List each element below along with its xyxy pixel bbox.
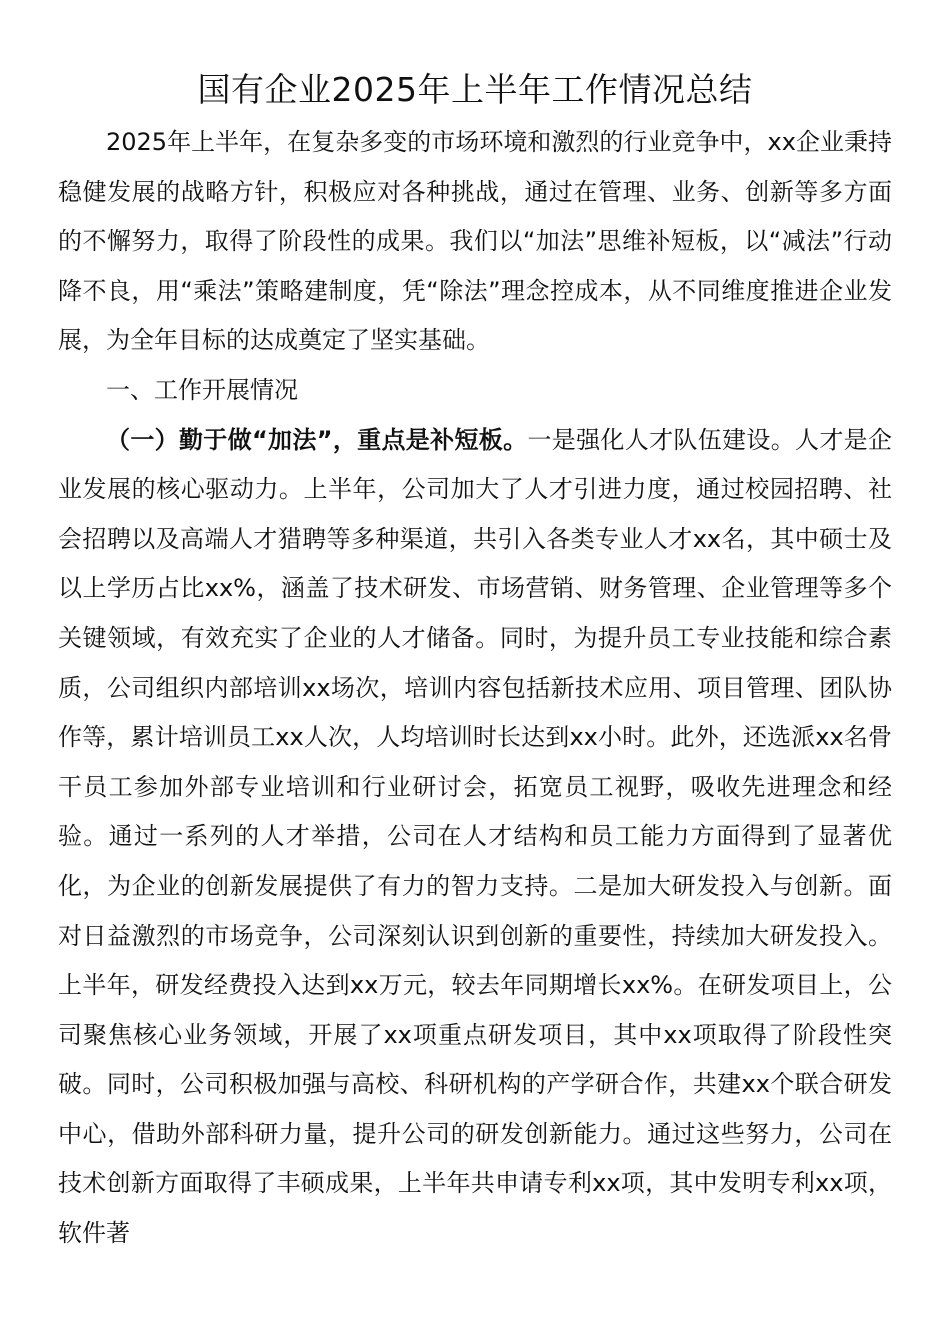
- intro-paragraph: 2025年上半年，在复杂多变的市场环境和激烈的行业竞争中，xx企业秉持稳健发展的战略方针，积极应对各种挑战，通过在管理、业务、创新等多方面的不懈努力，取得了阶段性的成果。我们以“加法”思维补短板，以“减法”行动降不良，用“乘法”策略建制度，凭“除法”理念控成本，从不同维度推进企业发展，为全年目标的达成奠定了坚实基础。: [58, 128, 892, 355]
- subsection-one-paragraph: [58, 416, 892, 1259]
- document-title: 国有企业2025年上半年工作情况总结: [197, 70, 753, 109]
- subsection-one-body: 一是强化人才队伍建设。人才是企业发展的核心驱动力。上半年，公司加大了人才引进力度，通过校园招聘、社会招聘以及高端人才猎聘等多种渠道，共引入各类专业人才xx名，其中硕士及以上学历占比xx%，涵盖了技术研发、市场营销、财务管理、企业管理等多个关键领域，有效充实了企业的人才储备。同时，为提升员工专业技能和综合素质，公司组织内部培训xx场次，培训内容包括新技术应用、项目管理、团队协作等，累计培训员工xx人次，人均培训时长达到xx小时。此外，还选派xx名骨干员工参加外部专业培训和行业研讨会，拓宽员工视野，吸收先进理念和经验。通过一系列的人才举措，公司在人才结构和员工能力方面得到了显著优化，为企业的创新发展提供了有力的智力支持。二是加大研发投入与创新。面对日益激烈的市场竞争，公司深刻认识到创新的重要性，持续加大研发投入。上半年，研发经费投入达到xx万元，较去年同期增长xx%。在研发项目上，公司聚焦核心业务领域，开展了xx项重点研发项目，其中xx项取得了阶段性突破。同时，公司积极加强与高校、科研机构的产学研合作，共建xx个联合研发中心，借助外部科研力量，提升公司的研发创新能力。通过这些努力，公司在技术创新方面取得了丰硕成果，上半年共申请专利xx项，其中发明专利xx项，软件著: [58, 425, 893, 1248]
- subsection-one-lead: （一）勤于做“加法”，重点是补短板。: [106, 425, 528, 454]
- section-one-heading: 一、工作开展情况: [106, 375, 298, 404]
